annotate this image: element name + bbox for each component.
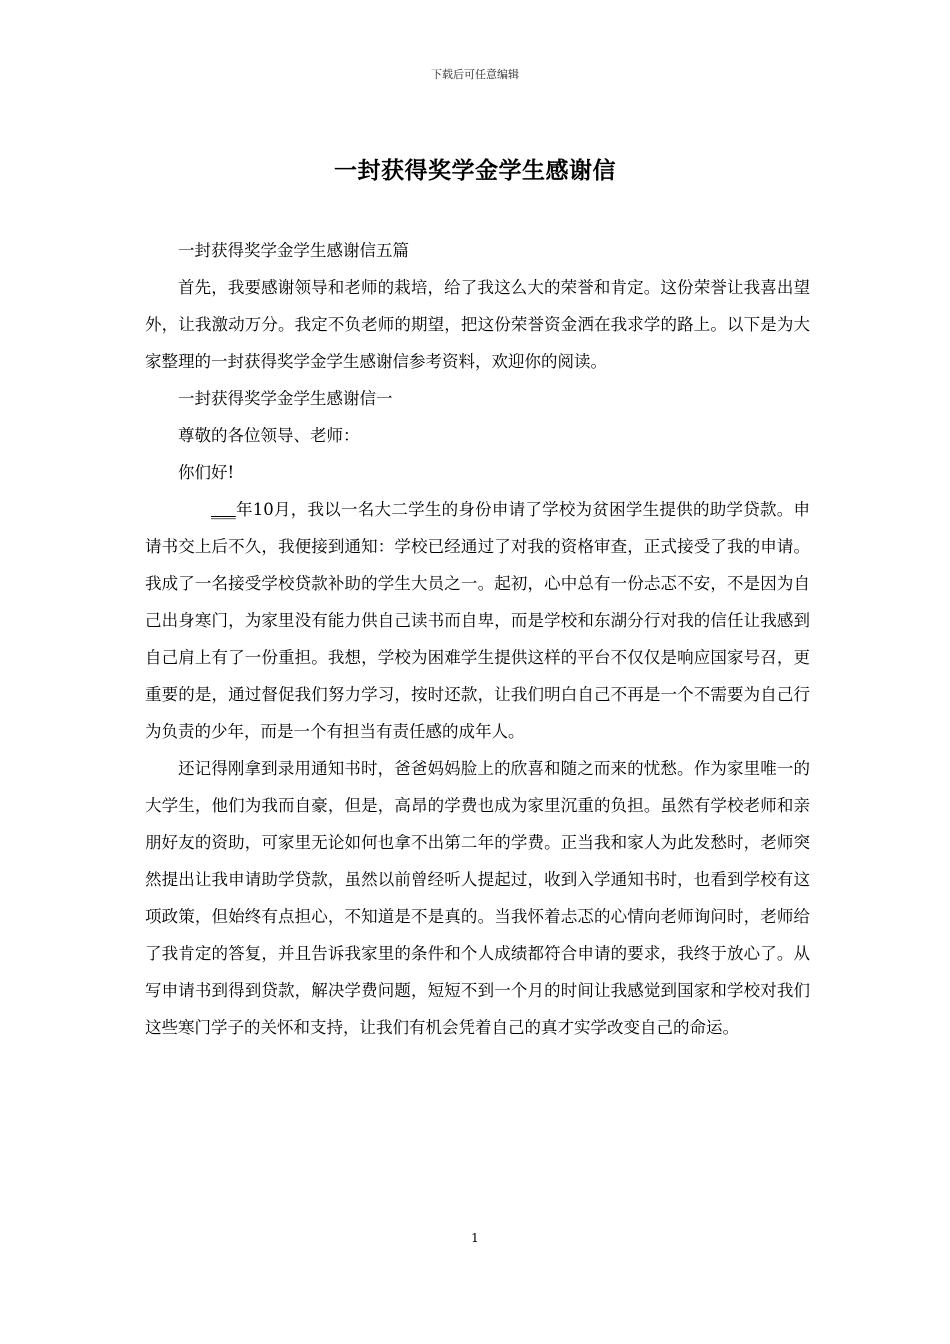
subtitle-paragraph: 一封获得奖学金学生感谢信五篇	[178, 241, 409, 260]
body-paragraph-1	[145, 491, 810, 750]
document-body	[145, 232, 810, 1046]
header-note: 下载后可任意编辑	[431, 68, 519, 81]
body-paragraph-2: 还记得刚拿到录用通知书时，爸爸妈妈脸上的欣喜和随之而来的忧愁。作为家里唯一的大学生，他们为我而自豪，但是，高昂的学费也成为家里沉重的负担。虽然有学校老师和亲朋好友的资助，可家里无论如何也拿不出第二年的学费。正当我和家人为此发愁时，老师突然提出让我申请助学贷款，虽然以前曾经听人提起过，收到入学通知书时，也看到学校有这项政策，但始终有点担心，不知道是不是真的。当我怀着忐忑的心情向老师询问时，老师给了我肯定的答复，并且告诉我家里的条件和个人成绩都符合申请的要求，我终于放心了。从写申请书到得到贷款，解决学费问题，短短不到一个月的时间让我感觉到国家和学校对我们这些寒门学子的关怀和支持，让我们有机会凭着自己的真才实学改变自己的命运。	[145, 759, 810, 1037]
page-number: 1	[471, 1231, 479, 1245]
letter-heading: 一封获得奖学金学生感谢信一	[178, 389, 393, 408]
salutation: 尊敬的各位领导、老师：	[178, 426, 360, 445]
intro-paragraph: 首先，我要感谢领导和老师的栽培，给了我这么大的荣誉和肯定。这份荣誉让我喜出望外，让我激动万分。我定不负老师的期望，把这份荣誉资金洒在我求学的路上。以下是为大家整理的一封获得奖学金学生感谢信参考资料，欢迎你的阅读。	[145, 278, 810, 371]
document-title: 一封获得奖学金学生感谢信	[334, 157, 616, 184]
greeting: 你们好!	[178, 463, 235, 482]
date-blank: ___	[211, 500, 236, 519]
body-paragraph-1-text: 年10月，我以一名大二学生的身份申请了学校为贫困学生提供的助学贷款。申请书交上后不久，我便接到通知：学校已经通过了对我的资格审查，正式接受了我的申请。我成了一名接受学校贷款补助的学生大员之一。起初，心中总有一份忐忑不安，不是因为自己出身寒门，为家里没有能力供自己读书而自卑，而是学校和东湖分行对我的信任让我感到自己肩上有了一份重担。我想，学校为困难学生提供这样的平台不仅仅是响应国家号召，更重要的是，通过督促我们努力学习，按时还款，让我们明白自己不再是一个不需要为自己行为负责的少年，而是一个有担当有责任感的成年人。	[145, 500, 810, 741]
